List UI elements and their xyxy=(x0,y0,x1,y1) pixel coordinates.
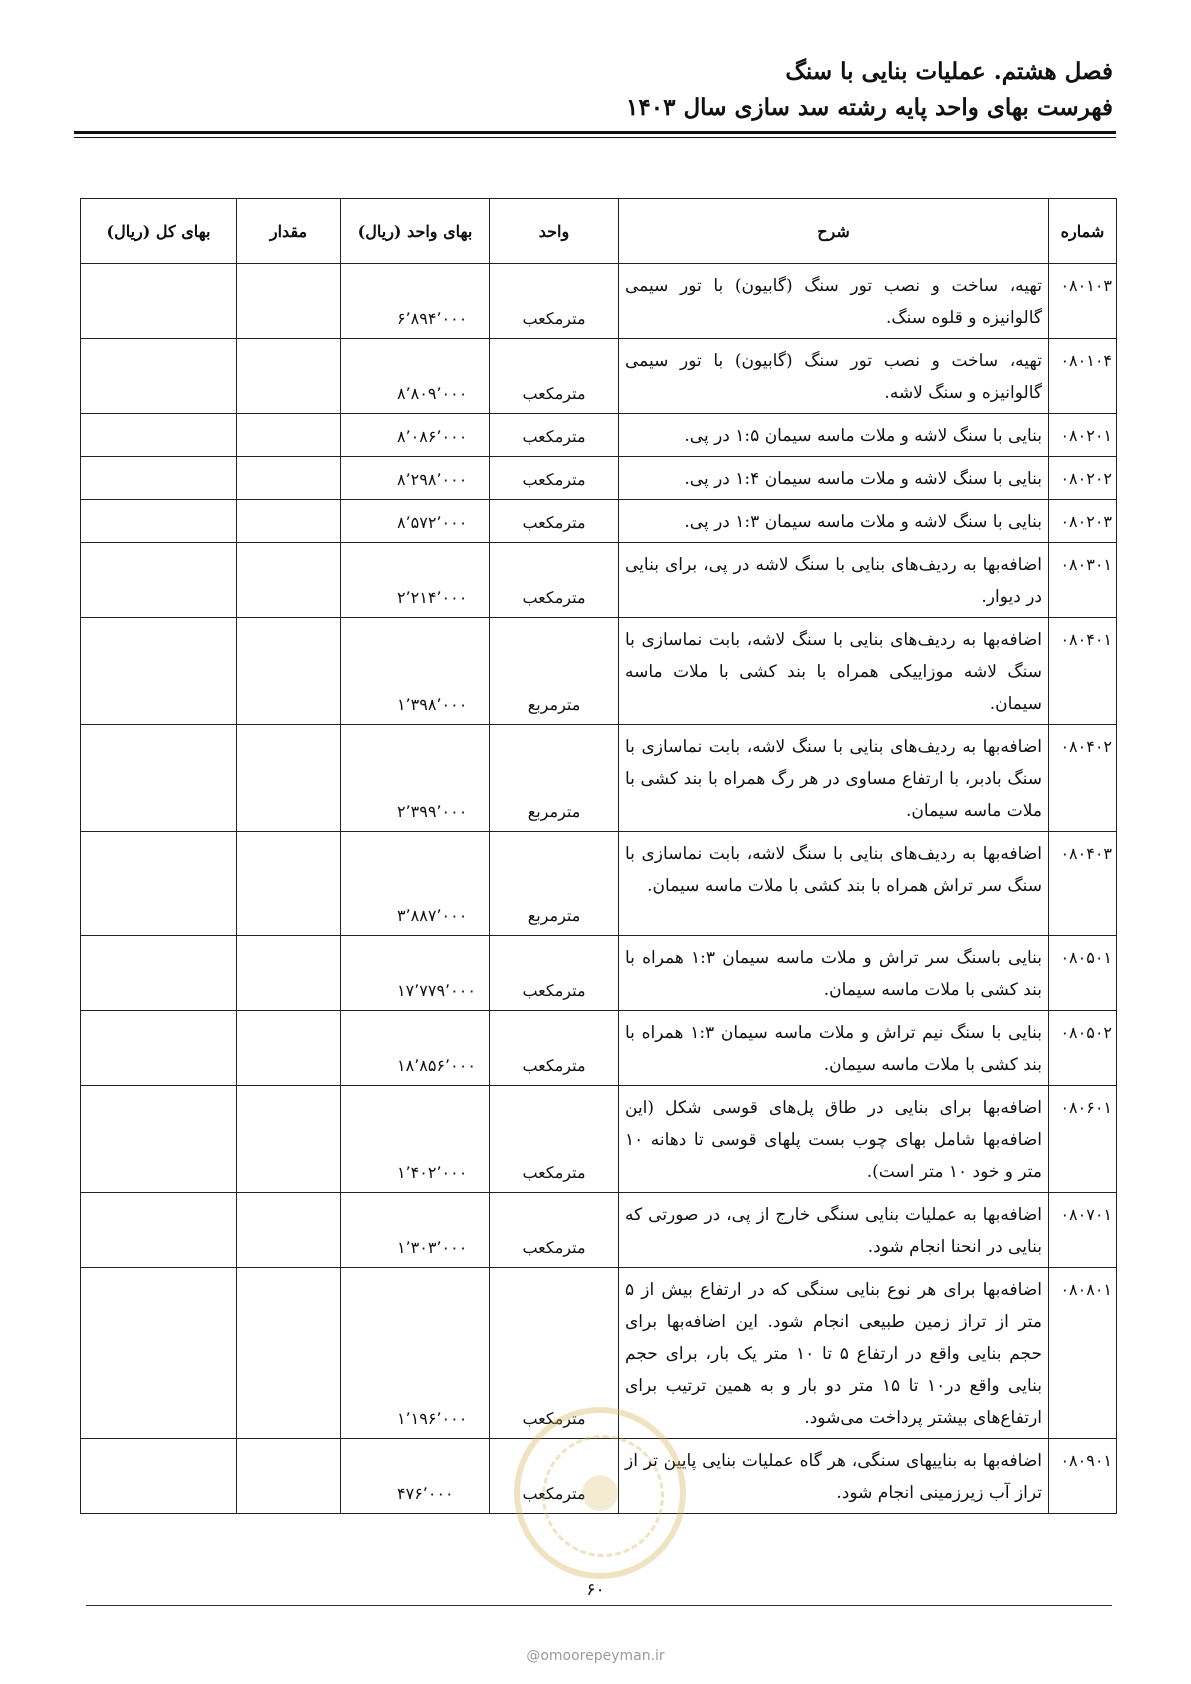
item-unit-price: ۲٬۳۹۹٬۰۰۰ xyxy=(341,725,490,832)
table-row xyxy=(81,1268,1117,1439)
item-number: ۰۸۰۶۰۱ xyxy=(1049,1086,1117,1193)
item-total-price xyxy=(81,500,237,543)
table-row xyxy=(81,1439,1117,1514)
item-description: اضافه‌بها به ردیف‌های بنایی با سنگ لاشه در پی، برای بنایی در دیوار. xyxy=(619,543,1049,618)
page-header xyxy=(73,54,1113,126)
item-quantity xyxy=(237,1011,341,1086)
item-number: ۰۸۰۱۰۴ xyxy=(1049,339,1117,414)
table-row xyxy=(81,725,1117,832)
item-number: ۰۸۰۴۰۲ xyxy=(1049,725,1117,832)
table-row xyxy=(81,414,1117,457)
item-description: تهیه، ساخت و نصب تور سنگ (گابیون) با تور سیمی گالوانیزه و سنگ لاشه. xyxy=(619,339,1049,414)
item-total-price xyxy=(81,832,237,936)
item-quantity xyxy=(237,618,341,725)
item-unit-price: ۱٬۳۹۸٬۰۰۰ xyxy=(341,618,490,725)
item-quantity xyxy=(237,832,341,936)
header-rule-thick xyxy=(74,131,1116,134)
table-row xyxy=(81,618,1117,725)
item-total-price xyxy=(81,414,237,457)
item-quantity xyxy=(237,457,341,500)
item-unit-price: ۱۷٬۷۷۹٬۰۰۰ xyxy=(341,936,490,1011)
item-total-price xyxy=(81,543,237,618)
item-description: بنایی باسنگ سر تراش و ملات ماسه سیمان ۱:۳ همراه با بند کشی با ملات ماسه سیمان. xyxy=(619,936,1049,1011)
column-header-unit-price: بهای واحد (ریال) xyxy=(341,199,490,264)
price-list-title: فهرست بهای واحد پایه رشته سد سازی سال ۱۴۰۳ xyxy=(626,94,1113,121)
item-unit-price: ۴۷۶٬۰۰۰ xyxy=(341,1439,490,1514)
header-rule-thin xyxy=(74,137,1116,138)
item-unit: مترمکعب xyxy=(490,414,619,457)
item-total-price xyxy=(81,1193,237,1268)
item-unit-price: ۱٬۱۹۶٬۰۰۰ xyxy=(341,1268,490,1439)
item-total-price xyxy=(81,618,237,725)
item-number: ۰۸۰۸۰۱ xyxy=(1049,1268,1117,1439)
item-description: بنایی با سنگ لاشه و ملات ماسه سیمان ۱:۴ در پی. xyxy=(619,457,1049,500)
item-quantity xyxy=(237,1086,341,1193)
item-number: ۰۸۰۲۰۲ xyxy=(1049,457,1117,500)
column-header-quantity: مقدار xyxy=(237,199,341,264)
item-quantity xyxy=(237,725,341,832)
column-header-total-price: بهای کل (ریال) xyxy=(81,199,237,264)
table-row xyxy=(81,832,1117,936)
table-row xyxy=(81,1086,1117,1193)
table-row xyxy=(81,339,1117,414)
item-number: ۰۸۰۴۰۱ xyxy=(1049,618,1117,725)
item-number: ۰۸۰۱۰۳ xyxy=(1049,264,1117,339)
price-table-body xyxy=(81,264,1117,1514)
item-unit: مترمربع xyxy=(490,725,619,832)
item-total-price xyxy=(81,936,237,1011)
item-unit-price: ۶٬۸۹۴٬۰۰۰ xyxy=(341,264,490,339)
table-row xyxy=(81,500,1117,543)
item-quantity xyxy=(237,936,341,1011)
item-description: بنایی با سنگ نیم تراش و ملات ماسه سیمان ۱:۳ همراه با بند کشی با ملات ماسه سیمان. xyxy=(619,1011,1049,1086)
column-header-description: شرح xyxy=(619,199,1049,264)
item-unit: مترمکعب xyxy=(490,1439,619,1514)
item-number: ۰۸۰۵۰۱ xyxy=(1049,936,1117,1011)
item-unit: مترمکعب xyxy=(490,936,619,1011)
item-unit-price: ۸٬۸۰۹٬۰۰۰ xyxy=(341,339,490,414)
item-unit-price: ۳٬۸۸۷٬۰۰۰ xyxy=(341,832,490,936)
footer-rule xyxy=(86,1605,1112,1606)
item-total-price xyxy=(81,1011,237,1086)
table-row xyxy=(81,264,1117,339)
table-row xyxy=(81,1193,1117,1268)
item-description: اضافه‌بها به ردیف‌های بنایی با سنگ لاشه، بابت نماسازی با سنگ بادبر، با ارتفاع مساوی در هر رگ همراه با بند کشی با ملات ماسه سیمان. xyxy=(619,725,1049,832)
item-unit-price: ۱۸٬۸۵۶٬۰۰۰ xyxy=(341,1011,490,1086)
chapter-title: فصل هشتم. عملیات بنایی با سنگ xyxy=(785,58,1113,85)
item-number: ۰۸۰۲۰۳ xyxy=(1049,500,1117,543)
item-unit-price: ۱٬۴۰۲٬۰۰۰ xyxy=(341,1086,490,1193)
column-header-number: شماره xyxy=(1049,199,1117,264)
item-number: ۰۸۰۳۰۱ xyxy=(1049,543,1117,618)
item-number: ۰۸۰۹۰۱ xyxy=(1049,1439,1117,1514)
item-unit-price: ۸٬۰۸۶٬۰۰۰ xyxy=(341,414,490,457)
table-row xyxy=(81,936,1117,1011)
item-quantity xyxy=(237,1439,341,1514)
item-total-price xyxy=(81,1268,237,1439)
item-unit: مترمکعب xyxy=(490,543,619,618)
item-total-price xyxy=(81,264,237,339)
item-quantity xyxy=(237,414,341,457)
item-quantity xyxy=(237,339,341,414)
item-unit: مترمکعب xyxy=(490,500,619,543)
item-quantity xyxy=(237,1193,341,1268)
item-number: ۰۸۰۴۰۳ xyxy=(1049,832,1117,936)
page-number: ۶۰ xyxy=(586,1580,605,1600)
item-description: اضافه‌بها برای هر نوع بنایی سنگی که در ارتفاع بیش از ۵ متر از تراز زمین طبیعی انجام شود. این اضافه‌بها برای حجم بنایی واقع در ارتفاع ۵ تا ۱۰ متر یک بار، برای حجم بنایی واقع در۱۰ تا ۱۵ متر دو بار و به همین ترتیب برای ارتفاع‌های بیشتر پرداخت می‌شود. xyxy=(619,1268,1049,1439)
item-total-price xyxy=(81,339,237,414)
price-table xyxy=(80,198,1117,1514)
item-unit: مترمکعب xyxy=(490,1193,619,1268)
item-number: ۰۸۰۵۰۲ xyxy=(1049,1011,1117,1086)
item-quantity xyxy=(237,500,341,543)
item-description: بنایی با سنگ لاشه و ملات ماسه سیمان ۱:۵ در پی. xyxy=(619,414,1049,457)
item-description: اضافه‌بها برای بنایی در طاق پل‌های قوسی شکل (این اضافه‌بها شامل بهای چوب بست پلهای قوسی تا دهانه ۱۰ متر و خود ۱۰ متر است). xyxy=(619,1086,1049,1193)
item-total-price xyxy=(81,725,237,832)
item-total-price xyxy=(81,1086,237,1193)
item-quantity xyxy=(237,543,341,618)
item-unit-price: ۲٬۲۱۴٬۰۰۰ xyxy=(341,543,490,618)
item-unit-price: ۱٬۳۰۳٬۰۰۰ xyxy=(341,1193,490,1268)
item-description: بنایی با سنگ لاشه و ملات ماسه سیمان ۱:۳ در پی. xyxy=(619,500,1049,543)
table-row xyxy=(81,543,1117,618)
item-unit: مترمکعب xyxy=(490,457,619,500)
item-total-price xyxy=(81,1439,237,1514)
item-description: اضافه‌بها به بناییهای سنگی، هر گاه عملیات بنایی پایین تر از تراز آب زیرزمینی انجام شود. xyxy=(619,1439,1049,1514)
item-unit: مترمکعب xyxy=(490,1011,619,1086)
item-unit: مترمکعب xyxy=(490,1086,619,1193)
item-number: ۰۸۰۲۰۱ xyxy=(1049,414,1117,457)
item-number: ۰۸۰۷۰۱ xyxy=(1049,1193,1117,1268)
item-total-price xyxy=(81,457,237,500)
item-unit: مترمکعب xyxy=(490,1268,619,1439)
item-quantity xyxy=(237,1268,341,1439)
item-unit-price: ۸٬۵۷۲٬۰۰۰ xyxy=(341,500,490,543)
site-watermark: @omoorepeyman.ir xyxy=(526,1648,665,1664)
item-unit: مترمکعب xyxy=(490,264,619,339)
column-header-unit: واحد xyxy=(490,199,619,264)
table-row xyxy=(81,1011,1117,1086)
item-description: اضافه‌بها به ردیف‌های بنایی با سنگ لاشه، بابت نماسازی با سنگ سر تراش همراه با بند کشی با ملات ماسه سیمان. xyxy=(619,832,1049,936)
item-description: اضافه‌بها به عملیات بنایی سنگی خارج از پی، در صورتی که بنایی در انحنا انجام شود. xyxy=(619,1193,1049,1268)
price-table-header xyxy=(81,199,1117,264)
item-description: اضافه‌بها به ردیف‌های بنایی با سنگ لاشه، بابت نماسازی با سنگ لاشه موزاییکی همراه با بند کشی با ملات ماسه سیمان. xyxy=(619,618,1049,725)
item-unit: مترمکعب xyxy=(490,339,619,414)
item-quantity xyxy=(237,264,341,339)
item-unit-price: ۸٬۲۹۸٬۰۰۰ xyxy=(341,457,490,500)
item-unit: مترمربع xyxy=(490,618,619,725)
item-unit: مترمربع xyxy=(490,832,619,936)
item-description: تهیه، ساخت و نصب تور سنگ (گابیون) با تور سیمی گالوانیزه و قلوه سنگ. xyxy=(619,264,1049,339)
table-row xyxy=(81,457,1117,500)
